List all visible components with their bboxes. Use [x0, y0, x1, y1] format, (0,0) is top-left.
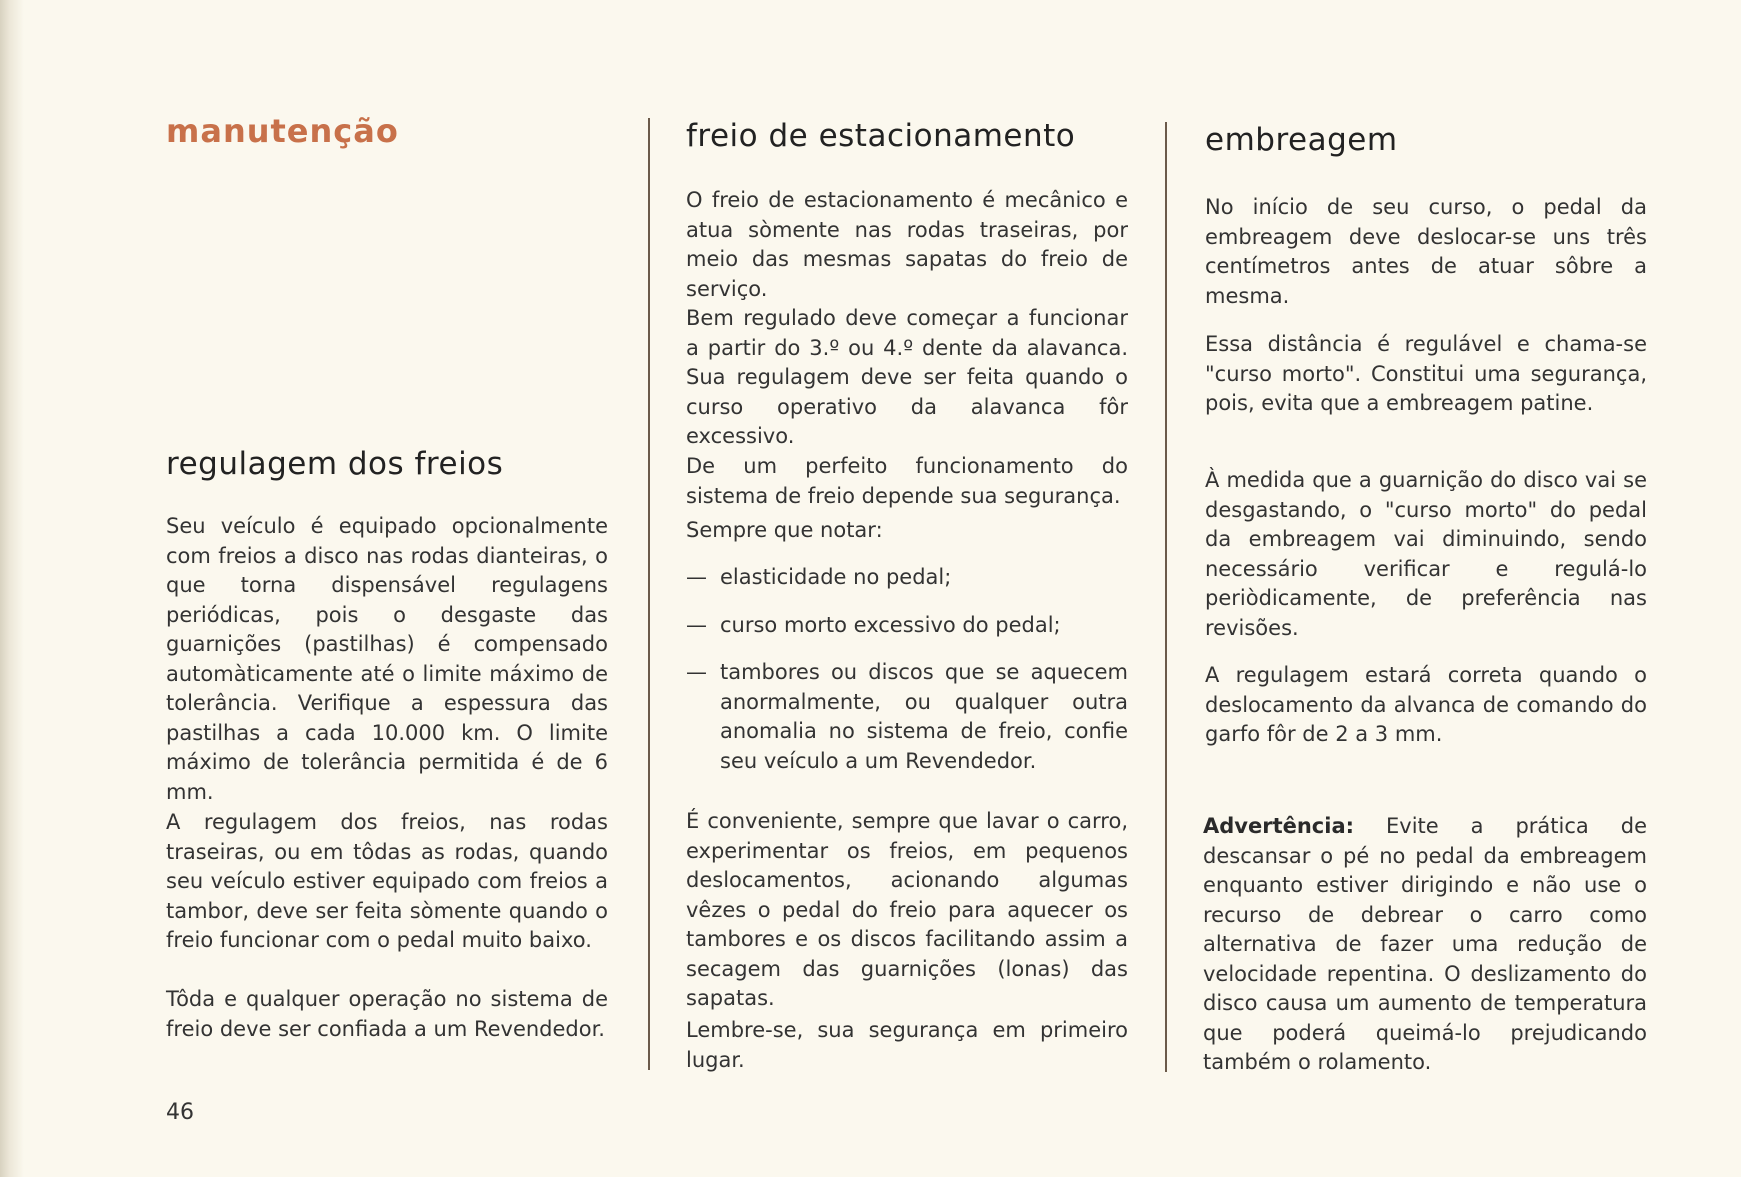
heading-regulagem-dos-freios: regulagem dos freios [166, 446, 504, 482]
heading-embreagem: embreagem [1205, 122, 1398, 158]
warning-label: Advertência: [1203, 814, 1355, 838]
warning-text: Evite a prática de descansar o pé no pedal da embreagem enquanto estiver dirigindo e não use o recurso de debrear o carro como alternativa de fazer uma redução de velocidade repentina. O deslizamento do disco causa um aumento de temperatura que poderá queimá-lo prejudicando também o rolamento. [1203, 814, 1647, 1074]
paragraph: O freio de estacionamento é mecânico e atua sòmente nas rodas traseiras, por meio das mesmas sapatas do freio de serviço. [686, 188, 1128, 301]
column-divider-right [1165, 122, 1167, 1072]
list-item: — tambores ou discos que se aquecem anormalmente, ou qualquer outra anomalia no sistema de freio, confie seu veículo a um Revendedor. [686, 658, 1128, 776]
symptom-list [686, 563, 1128, 794]
paragraph: Essa distância é regulável e chama-se "curso morto". Constitui uma segurança, pois, evita que a embreagem patine. [1205, 332, 1647, 415]
list-item: — curso morto excessivo do pedal; [686, 611, 1128, 641]
paragraph: É conveniente, sempre que lavar o carro, experimentar os freios, em pequenos deslocamentos, acionando algumas vêzes o pedal do freio para aquecer os tambores e os discos facilitando assim a secagem das guarnições (lonas) das sapatas. [686, 809, 1128, 1010]
paragraph: A regulagem dos freios, nas rodas traseiras, ou em tôdas as rodas, quando seu veículo estiver equipado com freios a tambor, deve ser feita sòmente quando o freio funcionar com o pedal muito baixo. [166, 810, 608, 952]
list-item: — elasticidade no pedal; [686, 563, 1128, 593]
page-binding-shadow [0, 0, 24, 1177]
paragraph: Sempre que notar: [686, 518, 883, 542]
paragraph: À medida que a guarnição do disco vai se desgastando, o "curso morto" do pedal da embreagem vai diminuindo, sendo necessário verificar e regulá-lo periòdicamente, de preferência nas revisões. [1205, 468, 1647, 640]
page-number: 46 [166, 1100, 194, 1125]
heading-freio-de-estacionamento: freio de estacionamento [686, 118, 1076, 154]
paragraph: Lembre-se, sua segurança em primeiro lugar. [686, 1018, 1128, 1072]
warning-paragraph [1203, 812, 1647, 1078]
column-divider-left [648, 118, 650, 1070]
section-title: manutenção [166, 112, 399, 150]
paragraph: De um perfeito funcionamento do sistema de freio depende sua segurança. [686, 454, 1128, 508]
paragraph: Seu veículo é equipado opcionalmente com freios a disco nas rodas dianteiras, o que torna dispensável regulagens periódicas, pois o desgaste das guarnições (pastilhas) é compensado automàticamente até o limite máximo de tolerância. Verifique a espessura das pastilhas a cada 10.000 km. O limite máximo de tolerância permitida é de 6 mm. [166, 514, 608, 804]
paragraph: Tôda e qualquer operação no sistema de freio deve ser confiada a um Revendedor. [166, 987, 608, 1041]
paragraph: No início de seu curso, o pedal da embreagem deve deslocar-se uns três centímetros antes de atuar sôbre a mesma. [1205, 195, 1647, 308]
paragraph: A regulagem estará correta quando o deslocamento da alvanca de comando do garfo fôr de 2 a 3 mm. [1205, 663, 1647, 746]
paragraph: Bem regulado deve começar a funcionar a partir do 3.º ou 4.º dente da alavanca. Sua regulagem deve ser feita quando o curso operativo da alavanca fôr excessivo. [686, 306, 1128, 448]
